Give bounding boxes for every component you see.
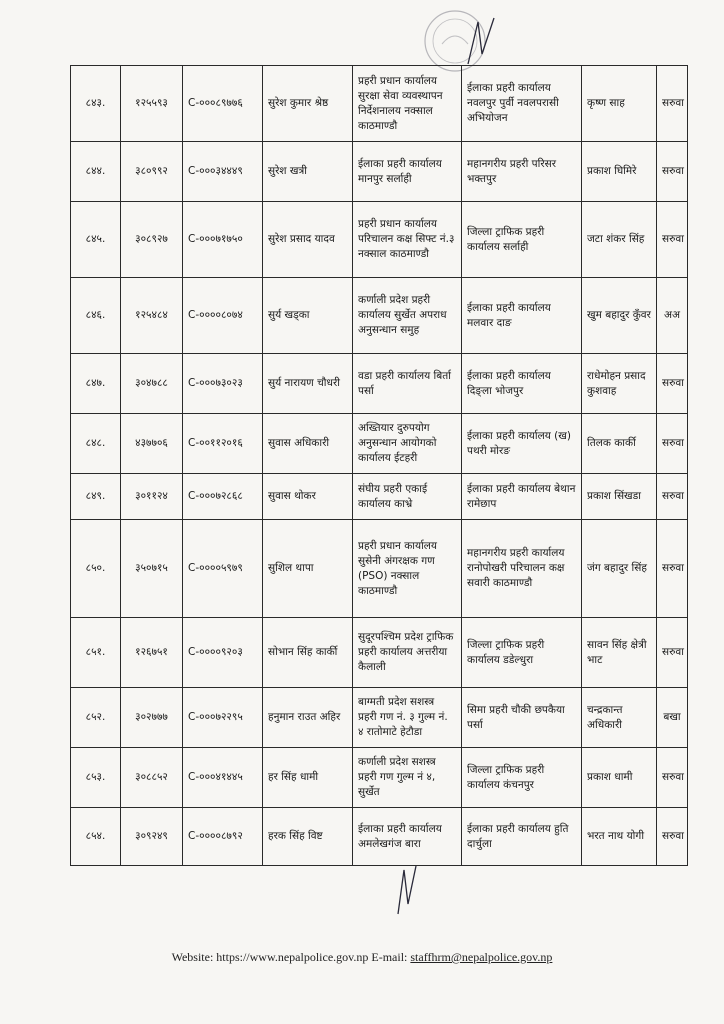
status-cell: सरुवा bbox=[657, 520, 688, 618]
employee-id-cell: ३०९२४९ bbox=[121, 808, 183, 866]
employee-name-cell: हर सिंह धामी bbox=[263, 748, 353, 808]
employee-name-cell: सुवास थोकर bbox=[263, 474, 353, 520]
table-row bbox=[71, 474, 688, 520]
employee-id-cell: १२६७५१ bbox=[121, 618, 183, 688]
table-row bbox=[71, 618, 688, 688]
employee-name-cell: सुवास अधिकारी bbox=[263, 414, 353, 474]
staff-code-cell: C-०००७२२९५ bbox=[183, 688, 263, 748]
table-row bbox=[71, 354, 688, 414]
status-cell: अअ bbox=[657, 278, 688, 354]
officer-name-cell: सावन सिंह क्षेत्री भाट bbox=[582, 618, 657, 688]
current-office-cell: कर्णाली प्रदेश प्रहरी कार्यालय सुर्खेत अपराध अनुसन्धान समुह bbox=[353, 278, 462, 354]
email-label: E-mail: bbox=[371, 950, 408, 964]
staff-code-cell: C-०००३४४४९ bbox=[183, 142, 263, 202]
serial-number-cell: ८४६. bbox=[71, 278, 121, 354]
employee-name-cell: सुरेश खत्री bbox=[263, 142, 353, 202]
status-cell: सरुवा bbox=[657, 808, 688, 866]
table-row bbox=[71, 66, 688, 142]
transfer-office-cell: महानगरीय प्रहरी कार्यालय रानोपोखरी परिचालन कक्ष सवारी काठमाण्डौ bbox=[462, 520, 582, 618]
officer-name-cell: जंग बहादुर सिंह bbox=[582, 520, 657, 618]
staff-code-cell: C-००००८७९२ bbox=[183, 808, 263, 866]
staff-code-cell: C-००११२०१६ bbox=[183, 414, 263, 474]
employee-name-cell: सुर्य खड्का bbox=[263, 278, 353, 354]
staff-code-cell: C-०००७३०२३ bbox=[183, 354, 263, 414]
employee-id-cell: ३०४७८८ bbox=[121, 354, 183, 414]
staff-code-cell: C-०००४१४४५ bbox=[183, 748, 263, 808]
signature-mark bbox=[392, 860, 422, 920]
website-link[interactable]: https://www.nepalpolice.gov.np bbox=[216, 950, 369, 964]
employee-id-cell: ३०११२४ bbox=[121, 474, 183, 520]
current-office-cell: कर्णाली प्रदेश सशस्त्र प्रहरी गण गुल्म नं ४, सुर्खेत bbox=[353, 748, 462, 808]
employee-name-cell: सुरेश कुमार श्रेष्ठ bbox=[263, 66, 353, 142]
serial-number-cell: ८४३. bbox=[71, 66, 121, 142]
employee-id-cell: ३०८८५२ bbox=[121, 748, 183, 808]
status-cell: सरुवा bbox=[657, 202, 688, 278]
employee-id-cell: ३५०७१५ bbox=[121, 520, 183, 618]
staff-code-cell: C-०००७२८६८ bbox=[183, 474, 263, 520]
employee-id-cell: १२५५९३ bbox=[121, 66, 183, 142]
transfer-office-cell: ईलाका प्रहरी कार्यालय दिङ्ला भोजपुर bbox=[462, 354, 582, 414]
status-cell: सरुवा bbox=[657, 618, 688, 688]
serial-number-cell: ८५४. bbox=[71, 808, 121, 866]
staff-code-cell: C-००००९२०३ bbox=[183, 618, 263, 688]
employee-id-cell: ४३७७०६ bbox=[121, 414, 183, 474]
officer-name-cell: प्रकाश धामी bbox=[582, 748, 657, 808]
current-office-cell: प्रहरी प्रधान कार्यालय सुरक्षा सेवा व्यवस्थापन निर्देशनालय नक्साल काठमाण्डौ bbox=[353, 66, 462, 142]
email-link[interactable]: staffhrm@nepalpolice.gov.np bbox=[410, 950, 553, 964]
employee-id-cell: १२५४८४ bbox=[121, 278, 183, 354]
table-row bbox=[71, 278, 688, 354]
employee-name-cell: हनुमान राउत अहिर bbox=[263, 688, 353, 748]
employee-id-cell: ३०८९२७ bbox=[121, 202, 183, 278]
current-office-cell: वडा प्रहरी कार्यालय बिर्ता पर्सा bbox=[353, 354, 462, 414]
serial-number-cell: ८४७. bbox=[71, 354, 121, 414]
officer-name-cell: प्रकाश सिंखडा bbox=[582, 474, 657, 520]
status-cell: सरुवा bbox=[657, 354, 688, 414]
table-row bbox=[71, 142, 688, 202]
officer-name-cell: प्रकाश घिमिरे bbox=[582, 142, 657, 202]
status-cell: बखा bbox=[657, 688, 688, 748]
serial-number-cell: ८५१. bbox=[71, 618, 121, 688]
page-footer bbox=[0, 950, 724, 965]
serial-number-cell: ८४९. bbox=[71, 474, 121, 520]
current-office-cell: सुदूरपश्चिम प्रदेश ट्राफिक प्रहरी कार्यालय अत्तरीया कैलाली bbox=[353, 618, 462, 688]
transfer-office-cell: सिमा प्रहरी चौकी छपकैया पर्सा bbox=[462, 688, 582, 748]
current-office-cell: ईलाका प्रहरी कार्यालय मानपुर सर्लाही bbox=[353, 142, 462, 202]
table-row bbox=[71, 688, 688, 748]
current-office-cell: संघीय प्रहरी एकाई कार्यालय काभ्रे bbox=[353, 474, 462, 520]
table-row bbox=[71, 808, 688, 866]
transfer-office-cell: जिल्ला ट्राफिक प्रहरी कार्यालय डडेल्धुरा bbox=[462, 618, 582, 688]
staff-code-cell: C-००००५९७९ bbox=[183, 520, 263, 618]
status-cell: सरुवा bbox=[657, 142, 688, 202]
employee-name-cell: सुरेश प्रसाद यादव bbox=[263, 202, 353, 278]
employee-name-cell: सुर्य नारायण चौधरी bbox=[263, 354, 353, 414]
staff-code-cell: C-०००७१७५० bbox=[183, 202, 263, 278]
employee-id-cell: ३८०९९२ bbox=[121, 142, 183, 202]
transfer-office-cell: ईलाका प्रहरी कार्यालय हुति दार्चुला bbox=[462, 808, 582, 866]
transfer-office-cell: ईलाका प्रहरी कार्यालय (ख) पथरी मोरङ bbox=[462, 414, 582, 474]
officer-name-cell: भरत नाथ योगी bbox=[582, 808, 657, 866]
employee-name-cell: सुशिल थापा bbox=[263, 520, 353, 618]
current-office-cell: प्रहरी प्रधान कार्यालय परिचालन कक्ष सिफ्ट नं.३ नक्साल काठमाण्डौ bbox=[353, 202, 462, 278]
transfer-office-cell: ईलाका प्रहरी कार्यालय मलवार दाङ bbox=[462, 278, 582, 354]
website-label: Website: bbox=[171, 950, 214, 964]
serial-number-cell: ८४५. bbox=[71, 202, 121, 278]
transfer-office-cell: ईलाका प्रहरी कार्यालय नवलपुर पुर्वी नवलपरासी अभियोजन bbox=[462, 66, 582, 142]
officer-name-cell: खुम बहादुर कुँवर bbox=[582, 278, 657, 354]
serial-number-cell: ८४४. bbox=[71, 142, 121, 202]
status-cell: सरुवा bbox=[657, 414, 688, 474]
transfer-office-cell: जिल्ला ट्राफिक प्रहरी कार्यालय कंचनपुर bbox=[462, 748, 582, 808]
staff-code-cell: C-००००८०७४ bbox=[183, 278, 263, 354]
serial-number-cell: ८५०. bbox=[71, 520, 121, 618]
status-cell: सरुवा bbox=[657, 474, 688, 520]
table-row bbox=[71, 202, 688, 278]
serial-number-cell: ८५३. bbox=[71, 748, 121, 808]
staff-code-cell: C-०००८९७७६ bbox=[183, 66, 263, 142]
current-office-cell: प्रहरी प्रधान कार्यालय सुसेनी अंगरक्षक गण (PSO) नक्साल काठमाण्डौ bbox=[353, 520, 462, 618]
employee-id-cell: ३०२७७७ bbox=[121, 688, 183, 748]
officer-name-cell: राधेमोहन प्रसाद कुशवाह bbox=[582, 354, 657, 414]
officer-name-cell: जटा शंकर सिंह bbox=[582, 202, 657, 278]
transfer-office-cell: महानगरीय प्रहरी परिसर भक्तपुर bbox=[462, 142, 582, 202]
table-row bbox=[71, 414, 688, 474]
table-row bbox=[71, 748, 688, 808]
transfer-office-cell: जिल्ला ट्राफिक प्रहरी कार्यालय सर्लाही bbox=[462, 202, 582, 278]
officer-name-cell: चन्द्रकान्त अधिकारी bbox=[582, 688, 657, 748]
employee-name-cell: हरक सिंह विष्ट bbox=[263, 808, 353, 866]
table-row bbox=[71, 520, 688, 618]
serial-number-cell: ८५२. bbox=[71, 688, 121, 748]
current-office-cell: अख्तियार दुरुपयोग अनुसन्धान आयोगको कार्यालय ईटहरी bbox=[353, 414, 462, 474]
transfer-table bbox=[70, 65, 688, 866]
current-office-cell: ईलाका प्रहरी कार्यालय अमलेखगंज बारा bbox=[353, 808, 462, 866]
officer-name-cell: तिलक कार्की bbox=[582, 414, 657, 474]
officer-name-cell: कृष्ण साह bbox=[582, 66, 657, 142]
transfer-office-cell: ईलाका प्रहरी कार्यालय बेथान रामेछाप bbox=[462, 474, 582, 520]
current-office-cell: बाग्मती प्रदेश सशस्त्र प्रहरी गण नं. ३ गुल्म नं. ४ रातोमाटे हेटौडा bbox=[353, 688, 462, 748]
serial-number-cell: ८४८. bbox=[71, 414, 121, 474]
employee-name-cell: सोभान सिंह कार्की bbox=[263, 618, 353, 688]
status-cell: सरुवा bbox=[657, 748, 688, 808]
status-cell: सरुवा bbox=[657, 66, 688, 142]
